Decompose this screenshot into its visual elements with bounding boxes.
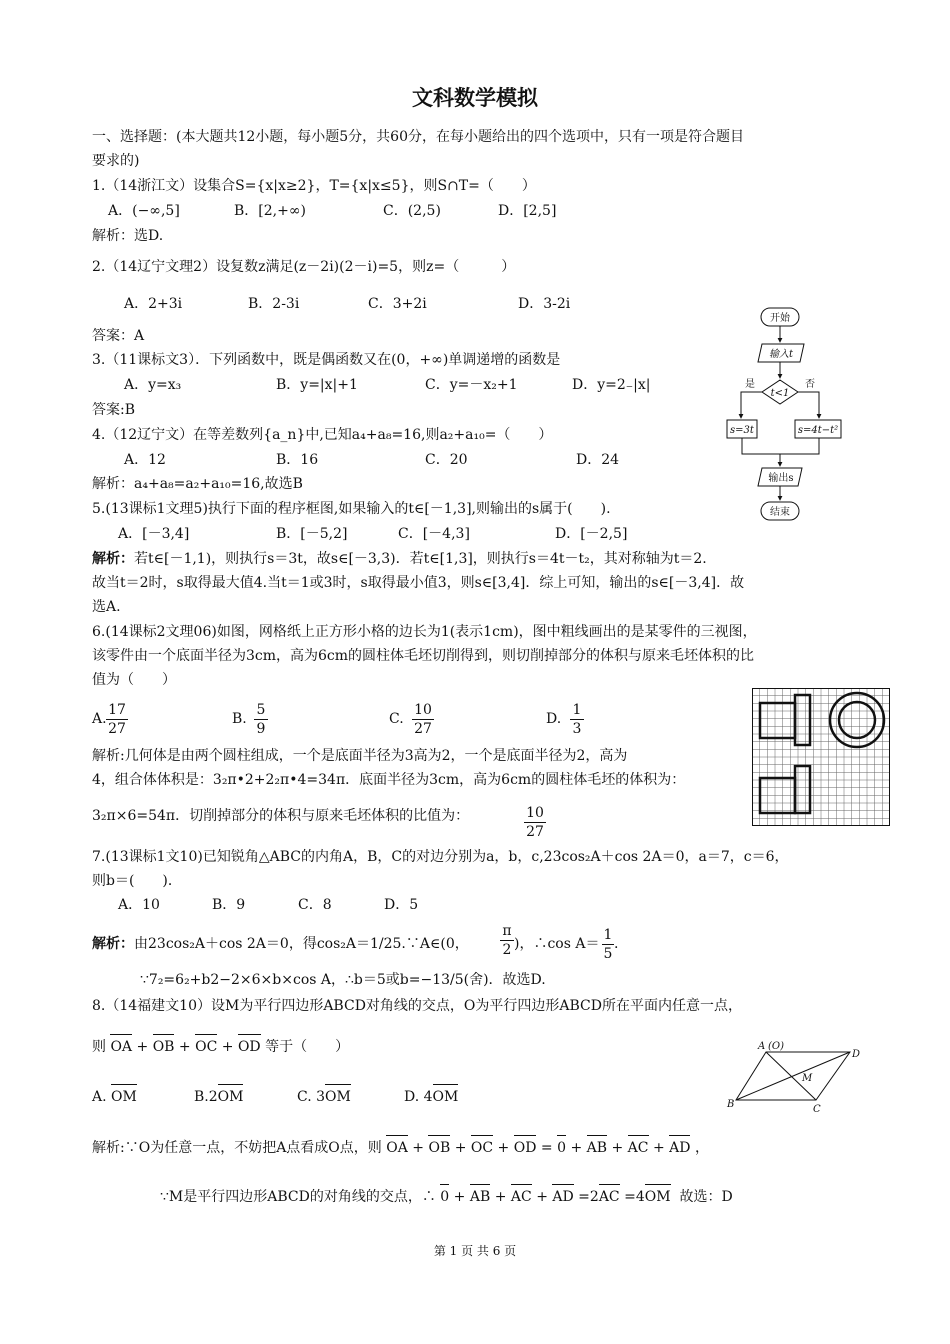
vector-ac: AC: [510, 1189, 532, 1205]
plus-sign: +: [611, 1140, 624, 1156]
q3-answer: 答案:B: [92, 402, 136, 418]
q8-stem-prefix: 则: [92, 1039, 106, 1055]
q7-solution-text-c: .: [614, 936, 619, 952]
numerator: π: [500, 922, 514, 941]
vector-om: OM: [644, 1189, 671, 1205]
q5-option-d: D．[－2,5]: [555, 526, 628, 542]
q3-option-a: A．y=x₃: [124, 377, 182, 393]
q2-option-a: A．2+3i: [124, 296, 183, 312]
q8-option-d: [404, 1087, 458, 1107]
vector-om: OM: [111, 1089, 137, 1105]
q6-solution-line-2: 4，组合体体积是：3₂π•2+2₂π•4=34π．底面半径为3cm，高为6cm的圆柱体毛坯的体积为：: [92, 772, 686, 788]
q3-option-b: B．y=|x|+1: [276, 377, 358, 393]
equals-four: =4: [624, 1189, 645, 1205]
q5-stem: 5.(13课标1文理5)执行下面的程序框图,如果输入的t∈[－1,3],则输出的s属于( ).: [92, 501, 611, 517]
vector-ad: AD: [669, 1140, 691, 1156]
plus-sign: +: [453, 1189, 466, 1205]
q7-solution-text-a: 由23cos₂A＋cos 2A＝0，得cos₂A＝1/25.∵A∈(0，: [134, 936, 469, 952]
solution-label: 解析：: [92, 936, 134, 952]
comma: ，: [694, 1140, 709, 1156]
zero-vector: 0: [557, 1140, 566, 1156]
q6-option-c-label: C.: [389, 711, 404, 727]
q2-option-c: C．3+2i: [368, 296, 427, 312]
numerator: 1: [603, 927, 613, 943]
q6-solution-line-1: 解析:几何体是由两个圆柱组成，一个是底面半径为3高为2，一个是底面半径为2，高为: [92, 748, 628, 764]
plus-sign: +: [221, 1039, 234, 1055]
q2-option-b: B．2-3i: [248, 296, 300, 312]
vector-ac: AC: [598, 1189, 620, 1205]
page-footer: 第 1 页 共 6 页: [433, 1244, 517, 1258]
q6-option-a-label: A.: [92, 711, 107, 727]
q7-cos-fraction: [602, 926, 614, 963]
vector-ab: AB: [586, 1140, 608, 1156]
flowchart-left-branch: s=3t: [730, 425, 754, 436]
q7-option-d: D．5: [384, 897, 419, 913]
denominator: 2: [502, 942, 512, 958]
flowchart-output: 输出s: [768, 473, 794, 484]
vector-od: OD: [237, 1039, 261, 1055]
page-title: 文科数学模拟: [412, 86, 538, 110]
point-d-label: D: [852, 1049, 861, 1060]
q3-stem: 3.（11课标文3）．下列函数中，既是偶函数又在(0，+∞)单调递增的函数是: [92, 352, 561, 368]
q7-option-c: C．8: [298, 897, 332, 913]
q7-pi-over-2: [500, 922, 514, 959]
q4-stem: 4.（12辽宁文）在等差数列{a_n}中,已知a₄+a₈=16,则a₂+a₁₀=（ ）: [92, 427, 553, 443]
plus-sign: +: [536, 1189, 548, 1205]
q5-solution-text: 若t∈[－1,1)，则执行s＝3t，故s∈[－3,3)．若t∈[1,3]，则执行s＝4t－t₂，其对称轴为t＝2.: [134, 551, 707, 567]
flowchart-yes: 是: [745, 379, 755, 390]
vector-od: OD: [513, 1140, 537, 1156]
q6-solution-fraction: [524, 804, 546, 841]
q1-option-b: B．[2,+∞): [234, 203, 306, 219]
plus-sign: +: [136, 1039, 149, 1055]
plus-sign: +: [497, 1140, 510, 1156]
solution-label: 解析：: [92, 551, 134, 567]
q8-stem-suffix: 等于（ ）: [265, 1039, 350, 1055]
q1-option-d: D．[2,5]: [498, 203, 557, 219]
q8-option-a: [92, 1087, 137, 1107]
q5-solution-line-3: 选A.: [92, 599, 121, 615]
q7-solution-line-2: ∵7₂=6₂+b2−2×6×b×cos A，∴b＝5或b=−13/5(舍)．故选D.: [140, 972, 546, 988]
point-m-label: M: [802, 1073, 813, 1084]
q6-option-c-fraction: [412, 701, 434, 738]
q8-stem-line-2: [92, 1037, 349, 1057]
three-view-grid-figure: [752, 688, 890, 826]
q7-stem-line-2: 则b＝( )．: [92, 873, 182, 889]
plus-sign: +: [454, 1140, 467, 1156]
q2-answer: 答案：A: [92, 328, 145, 344]
q5-option-c: C．[－4,3]: [398, 526, 470, 542]
q4-solution: 解析：a₄+a₈=a₂+a₁₀=16,故选B: [92, 476, 303, 492]
numerator: 5: [254, 701, 268, 720]
numerator: 10: [524, 804, 546, 823]
q8-solution-line-2: [160, 1187, 733, 1207]
q5-option-b: B．[－5,2]: [276, 526, 348, 542]
vector-oc: OC: [195, 1039, 218, 1055]
option-label: A.: [92, 1089, 107, 1105]
q8-solution-prefix-2: ∵M是平行四边形ABCD的对角线的交点，∴: [160, 1189, 436, 1205]
q8-stem-line-1: 8.（14福建文10）设M为平行四边形ABCD对角线的交点，O为平行四边形ABCD所在平面内任意一点，: [92, 998, 742, 1014]
q6-solution-line-3: 3₂π×6=54π．切削掉部分的体积与原来毛坯体积的比值为：: [92, 808, 470, 824]
q6-option-d-fraction: [570, 701, 584, 738]
flowchart-end: 结束: [770, 507, 790, 518]
flowchart-no: 否: [805, 379, 815, 390]
vector-om: OM: [325, 1089, 351, 1105]
q8-solution-line-1: [92, 1138, 709, 1158]
equals-sign: =: [540, 1140, 553, 1156]
section-header: 一、选择题：(本大题共12小题，每小题5分，共60分，在每小题给出的四个选项中，只有一项是符合题目: [92, 129, 744, 145]
q7-stem-line-1: 7.(13课标1文10)已知锐角△ABC的内角A，B，C的对边分别为a，b，c,23cos₂A＋cos 2A＝0，a＝7，c＝6，: [92, 849, 789, 865]
plus-sign: +: [178, 1039, 191, 1055]
point-b-label: B: [727, 1099, 735, 1110]
vector-ac: AC: [627, 1140, 649, 1156]
section-header-cont: 要求的): [92, 153, 140, 169]
q8-option-c: [297, 1087, 351, 1107]
flowchart-right-branch: s=4t−t²: [797, 425, 839, 436]
q5-solution-line-2: 故当t＝2时，s取得最大值4.当t＝1或3时，s取得最小值3，则s∈[3,4]．综上可知，输出的s∈[－3,4]．故: [92, 575, 745, 591]
q6-option-b-label: B.: [232, 711, 247, 727]
q6-option-d-label: D.: [546, 711, 562, 727]
flowchart: [724, 304, 844, 526]
plus-sign: +: [570, 1140, 583, 1156]
denominator: 27: [526, 824, 544, 840]
q1-option-c: C．(2,5): [383, 203, 441, 219]
point-o-label: (O): [768, 1041, 785, 1052]
q6-stem-line-1: 6.(14课标2文理06)如图，网格纸上正方形小格的边长为1(表示1cm)，图中粗线画出的是某零件的三视图，: [92, 624, 757, 640]
option-label: C. 3: [297, 1089, 326, 1105]
q7-solution-text-b: )，∴cos A＝: [514, 936, 600, 952]
q1-solution: 解析：选D.: [92, 228, 164, 244]
q4-option-b: B．16: [276, 452, 319, 468]
q5-solution-line-1: [92, 549, 707, 569]
q4-option-c: C．20: [425, 452, 468, 468]
numerator: 1: [570, 701, 584, 720]
vector-ob: OB: [428, 1140, 451, 1156]
flowchart-start: 开始: [770, 313, 790, 324]
q8-solution-prefix: 解析:∵O为任意一点，不妨把A点看成O点，则: [92, 1140, 382, 1156]
option-label: D. 4: [404, 1089, 433, 1105]
q6-option-a-fraction: [106, 701, 128, 738]
q1-option-a: A．(−∞,5]: [108, 203, 180, 219]
denominator: 9: [256, 721, 266, 737]
q4-option-d: D．24: [576, 452, 620, 468]
flowchart-input: 输入t: [768, 349, 794, 360]
q5-option-a: A．[－3,4]: [118, 526, 190, 542]
q8-final-answer: 故选：D: [679, 1189, 733, 1205]
vector-oa: OA: [110, 1039, 133, 1055]
vector-oa: OA: [386, 1140, 408, 1156]
plus-sign: +: [494, 1189, 507, 1205]
parallelogram-figure: [722, 1036, 872, 1116]
flowchart-condition: t<1: [770, 388, 790, 399]
q6-stem-line-2: 该零件由一个底面半径为3cm，高为6cm的圆柱体毛坯切削得到，则切削掉部分的体积与原来毛坯体积的比: [92, 648, 755, 664]
q7-option-b: B．9: [212, 897, 246, 913]
denominator: 27: [414, 721, 432, 737]
plus-sign: +: [412, 1140, 425, 1156]
q3-option-c: C．y=－x₂+1: [425, 377, 518, 393]
q6-stem-line-3: 值为（ ）: [92, 672, 176, 688]
q8-option-b: [194, 1087, 243, 1107]
vector-ad: AD: [552, 1189, 574, 1205]
q2-option-d: D．3-2i: [518, 296, 571, 312]
numerator: 10: [412, 701, 434, 720]
vector-ob: OB: [152, 1039, 175, 1055]
q1-stem: 1.（14浙江文）设集合S={x|x≥2}，T={x|x≤5}，则S∩T=（ ）: [92, 178, 536, 194]
equals-two: =2: [578, 1189, 599, 1205]
numerator: 17: [106, 701, 128, 720]
vector-ab: AB: [469, 1189, 491, 1205]
denominator: 3: [572, 721, 582, 737]
point-a-label: A: [758, 1041, 766, 1052]
point-c-label: C: [813, 1104, 821, 1115]
option-label: B.2: [194, 1089, 218, 1105]
q4-option-a: A．12: [124, 452, 166, 468]
zero-vector: 0: [440, 1189, 450, 1205]
plus-sign: +: [652, 1140, 665, 1156]
q2-stem: 2.（14辽宁文理2）设复数z满足(z－2i)(2－i)=5，则z=（ ）: [92, 259, 516, 275]
q6-option-b-fraction: [254, 701, 268, 738]
q7-option-a: A．10: [118, 897, 160, 913]
denominator: 5: [603, 946, 613, 962]
vector-om: OM: [432, 1089, 459, 1105]
denominator: 27: [108, 721, 126, 737]
q7-solution-line-1: [92, 934, 469, 954]
vector-om: OM: [217, 1089, 244, 1105]
q3-option-d: D．y=2₋|x|: [572, 377, 651, 393]
vector-oc: OC: [470, 1140, 494, 1156]
